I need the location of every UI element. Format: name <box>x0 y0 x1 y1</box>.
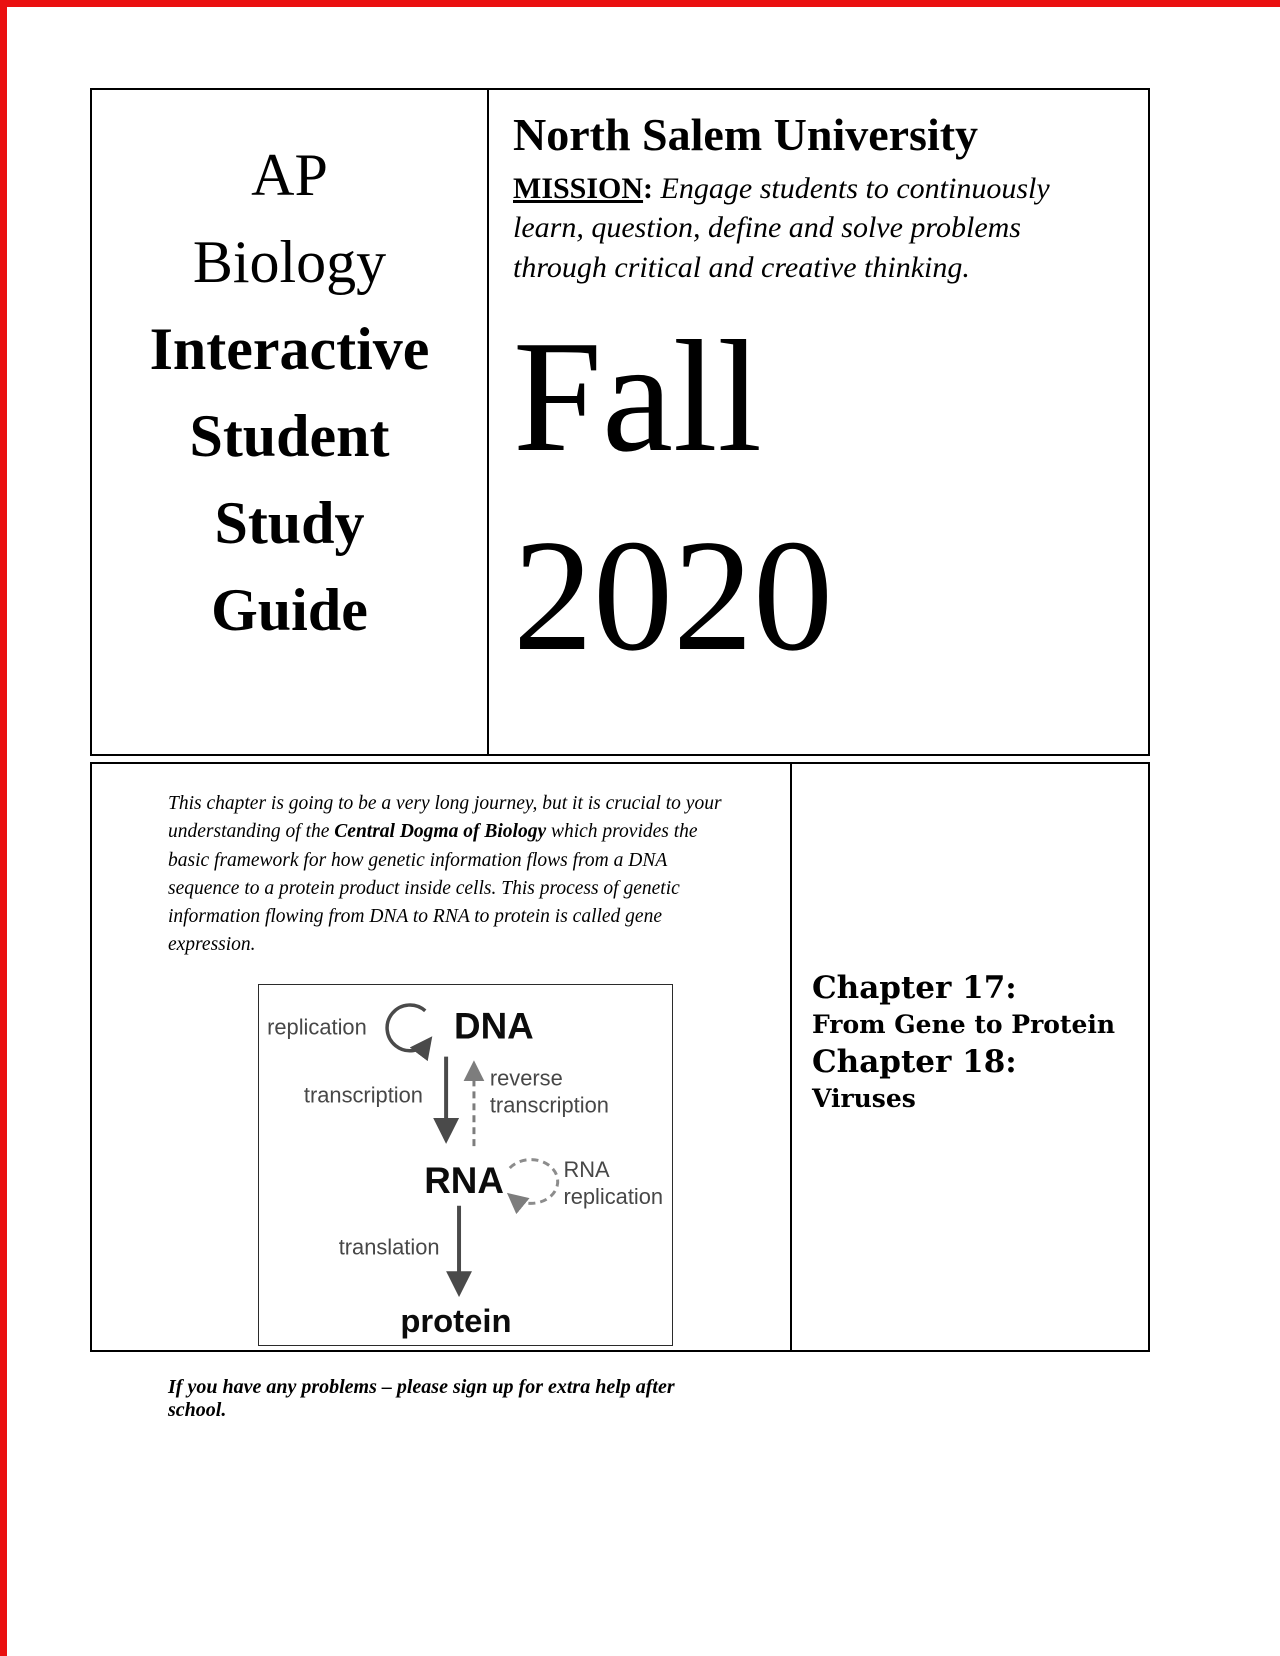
term-season: Fall <box>513 307 762 486</box>
protein-label: protein <box>400 1301 512 1339</box>
intro-text-1: This chapter is going to be a very long journey, but it is crucial to your understanding of the <box>168 793 722 843</box>
body-table <box>90 762 1150 1421</box>
term-year: 2020 <box>513 505 833 684</box>
reverse-transcription-label-line2: transcription <box>489 1091 609 1117</box>
replication-loop-arrow <box>387 1005 428 1051</box>
left-red-border <box>0 0 7 1656</box>
mission-statement <box>513 169 1098 288</box>
translation-label: translation <box>338 1234 440 1260</box>
chapters-cell <box>792 764 1148 1350</box>
central-dogma-emphasis: Central Dogma of Biology <box>334 821 547 843</box>
page-content <box>90 88 1150 1421</box>
mission-text: Engage students to continuously learn, question, define and solve problems through critical and creative thinking. <box>513 171 1050 284</box>
intro-text-2: which provides the basic framework for how genetic information flows from a DNA sequence to a protein product inside cells. This process of genetic information flowing from DNA to RNA to protein is called gene expression. <box>168 821 698 956</box>
guide-title-line: AP <box>251 142 328 208</box>
mission-separator: : <box>643 171 661 205</box>
replication-label: replication <box>267 1014 367 1040</box>
guide-title-line: Study <box>214 490 365 556</box>
chapter-17-title: Chapter 17: <box>812 969 1017 1006</box>
transcription-label: transcription <box>303 1081 423 1107</box>
term-label <box>513 297 1122 694</box>
chapter-intro-cell <box>92 764 792 1421</box>
university-cell <box>489 90 1148 754</box>
top-red-border <box>0 0 1280 7</box>
dna-label: DNA <box>454 1005 534 1047</box>
university-name: North Salem University <box>513 109 979 160</box>
reverse-transcription-label-line1: reverse <box>489 1065 563 1091</box>
rna-label: RNA <box>424 1159 504 1201</box>
central-dogma-diagram <box>258 984 673 1346</box>
header-table <box>90 88 1150 756</box>
rna-replication-loop-arrow <box>510 1159 558 1203</box>
extra-help-note: If you have any problems – please sign up for extra help after school. <box>168 1375 675 1421</box>
guide-title-cell <box>92 90 489 754</box>
guide-title-line: Biology <box>192 229 387 295</box>
chapter-17-subtitle: From Gene to Protein <box>812 1010 1116 1040</box>
mission-label: MISSION <box>513 171 644 205</box>
guide-title-line: Student <box>189 403 390 469</box>
chapter-intro-paragraph <box>168 790 726 960</box>
rna-replication-label-line1: RNA <box>563 1156 610 1182</box>
guide-title-line: Guide <box>211 577 368 643</box>
guide-title <box>92 132 487 654</box>
rna-replication-label-line2: replication <box>563 1183 664 1209</box>
chapter-18-subtitle: Viruses <box>812 1084 916 1114</box>
central-dogma-diagram-svg <box>259 985 672 1345</box>
guide-title-line: Interactive <box>149 316 430 382</box>
chapter-18-title: Chapter 18: <box>812 1044 1017 1080</box>
